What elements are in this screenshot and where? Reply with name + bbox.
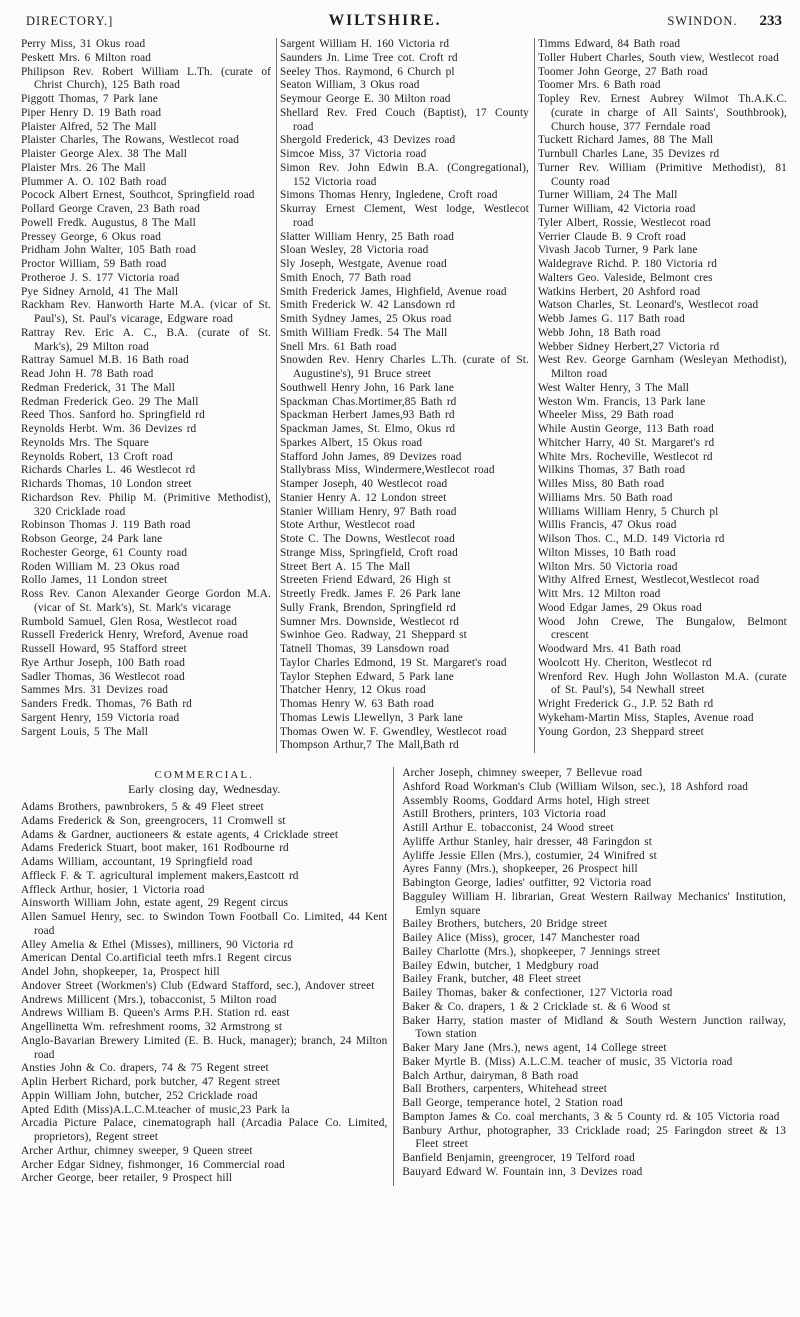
directory-entry: Seeley Thos. Raymond, 6 Church pl [279, 65, 455, 78]
directory-entry: Watson Charles, St. Leonard's, Westlecot road [537, 299, 759, 312]
directory-entry: Alley Amelia & Ethel (Misses), milliners, 90 Victoria rd [21, 938, 294, 951]
directory-entry: Perry Miss, 31 Okus road [21, 38, 146, 50]
directory-entry: Assembly Rooms, Goddard Arms hotel, High street [402, 794, 650, 807]
directory-entry: Streetly Fredk. James F. 26 Park lane [279, 588, 461, 600]
directory-entry: Bailey Thomas, baker & confectioner, 127 Victoria road [402, 987, 673, 999]
directory-entry: Thomas Owen W. F. Gwendley, Westlecot road [279, 725, 507, 738]
directory-entry: Allen Samuel Henry, sec. to Swindon Town Football Co. Limited, 44 Kent road [21, 911, 388, 937]
directory-entry: Topley Rev. Ernest Aubrey Wilmot Th.A.K.C. (curate in charge of All Saints', Southbrook), Church house, 377 Ferndale road [537, 93, 787, 133]
directory-entry: Sully Frank, Brendon, Springfield rd [279, 601, 456, 614]
directory-entry: Read John H. 78 Bath road [21, 368, 154, 380]
directory-entry: Sargent William H. 160 Victoria rd [279, 38, 450, 50]
directory-entry: Weston Wm. Francis, 13 Park lane [537, 395, 706, 408]
directory-entry: Roden William M. 23 Okus road [21, 560, 180, 573]
directory-entry: Turner Rev. William (Primitive Methodist), 81 County road [537, 161, 787, 188]
directory-entry: Plaister Mrs. 26 The Mall [21, 161, 146, 174]
residential-column-2 [276, 38, 534, 753]
directory-entry: Adams William, accountant, 19 Springfield road [21, 856, 253, 868]
directory-entry: Plaister George Alex. 38 The Mall [21, 148, 187, 160]
directory-entry: Southwell Henry John, 16 Park lane [279, 381, 455, 394]
directory-entry: Turner William, 24 The Mall [537, 189, 678, 202]
directory-entry: Plaister Alfred, 52 The Mall [21, 120, 157, 133]
directory-entry: Thomas Lewis Llewellyn, 3 Park lane [279, 711, 463, 724]
directory-entry: Thomas Henry W. 63 Bath road [279, 698, 434, 710]
directory-entry: Rattray Samuel M.B. 16 Bath road [21, 354, 189, 367]
directory-entry: Arcadia Picture Palace, cinematograph hall (Arcadia Palace Co. Limited, proprietors), Regent street [21, 1117, 388, 1143]
directory-entry: Tatnell Thomas, 39 Lansdown road [279, 643, 450, 655]
directory-entry: Pye Sidney Arnold, 41 The Mall [21, 285, 179, 298]
directory-entry: Rye Arthur Joseph, 100 Bath road [21, 656, 185, 669]
directory-entry: Witt Mrs. 12 Milton road [537, 588, 661, 600]
directory-entry: Saunders Jn. Lime Tree cot. Croft rd [279, 51, 458, 64]
directory-entry: Bailey Charlotte (Mrs.), shopkeeper, 7 Jennings street [402, 945, 661, 958]
directory-entry: Reed Thos. Sanford ho. Springfield rd [21, 409, 205, 422]
directory-entry: Wrenford Rev. Hugh John Wollaston M.A. (curate of St. Paul's), 54 Newhall street [537, 670, 787, 697]
directory-entry: Adams Frederick & Son, greengrocers, 11 Cromwell st [21, 814, 286, 827]
directory-entry: Bailey Brothers, butchers, 20 Bridge street [402, 918, 608, 931]
directory-entry: Bailey Alice (Miss), grocer, 147 Manchester road [402, 932, 640, 944]
directory-entry: Reynolds Herbt. Wm. 36 Devizes rd [21, 423, 197, 435]
directory-entry: Taylor Charles Edmond, 19 St. Margaret's road [279, 656, 507, 669]
directory-entry: Astill Brothers, printers, 103 Victoria road [402, 808, 606, 821]
directory-entry: Baker Myrtle B. (Miss) A.L.C.M. teacher of music, 35 Victoria road [402, 1055, 733, 1068]
directory-entry: Ayres Fanny (Mrs.), shopkeeper, 26 Prospect hill [402, 863, 638, 876]
directory-entry: Snowden Rev. Henry Charles L.Th. (curate of St. Augustine's), 91 Bruce street [279, 354, 529, 380]
directory-entry: Balch Arthur, dairyman, 8 Bath road [402, 1069, 579, 1082]
directory-entry: Sloan Wesley, 28 Victoria road [279, 244, 429, 257]
directory-entry: Bampton James & Co. coal merchants, 3 & 5 County rd. & 105 Victoria road [402, 1110, 780, 1123]
directory-entry: Street Bert A. 15 The Mall [279, 560, 411, 573]
directory-entry: Powell Fredk. Augustus, 8 The Mall [21, 216, 196, 229]
directory-entry: Banbury Arthur, photographer, 33 Cricklade road; 25 Faringdon street & 13 Fleet street [402, 1124, 786, 1151]
directory-entry: Archer Edgar Sidney, fishmonger, 16 Commercial road [21, 1158, 285, 1171]
directory-entry: Astill Arthur E. tobacconist, 24 Wood street [402, 822, 614, 834]
directory-entry: Wood John Crewe, The Bungalow, Belmont crescent [537, 615, 787, 642]
directory-entry: Adams & Gardner, auctioneers & estate agents, 4 Cricklade street [21, 828, 339, 841]
directory-entry: Pressey George, 6 Okus road [21, 230, 161, 243]
directory-entry: Pridham John Walter, 105 Bath road [21, 244, 196, 257]
directory-entry: Thompson Arthur,7 The Mall,Bath rd [279, 739, 459, 752]
directory-entry: Waldegrave Richd. P. 180 Victoria rd [537, 258, 717, 270]
directory-entry: Smith Sydney James, 25 Okus road [279, 313, 452, 325]
directory-entry: Plaister Charles, The Rowans, Westlecot road [21, 134, 239, 147]
directory-entry: Timms Edward, 84 Bath road [537, 38, 681, 50]
directory-entry: Reynolds Mrs. The Square [21, 436, 149, 449]
early-closing-note: Early closing day, Wednesday. [128, 782, 281, 796]
directory-entry: Toller Hubert Charles, South view, Westlecot road [537, 51, 779, 64]
directory-entry: Bauyard Edward W. Fountain inn, 3 Devizes road [402, 1165, 643, 1178]
directory-entry: Sadler Thomas, 36 Westlecot road [21, 670, 185, 683]
directory-entry: Wilkins Thomas, 37 Bath road [537, 464, 686, 477]
directory-entry: Pollard George Craven, 23 Bath road [21, 203, 200, 215]
directory-entry: Redman Frederick, 31 The Mall [21, 381, 175, 394]
directory-entry: Simon Rev. John Edwin B.A. (Congregational), 152 Victoria road [279, 161, 529, 188]
directory-entry: Turner William, 42 Victoria road [537, 203, 696, 215]
directory-entry: Slatter William Henry, 25 Bath road [279, 230, 454, 243]
running-head-left: DIRECTORY.] [26, 14, 114, 28]
commercial-listing [18, 767, 792, 1186]
directory-entry: Richards Thomas, 10 London street [21, 478, 192, 490]
running-head-place: SWINDON. [667, 14, 738, 28]
directory-entry: Watkins Herbert, 20 Ashford road [537, 285, 701, 298]
directory-entry: Verrier Claude B. 9 Croft road [537, 230, 686, 243]
directory-entry: Woolcott Hy. Cheriton, Westlecot rd [537, 656, 712, 669]
directory-entry: While Austin George, 113 Bath road [537, 423, 714, 435]
commercial-column-1 [18, 767, 393, 1186]
directory-entry: Skurray Ernest Clement, West lodge, Westlecot road [279, 203, 529, 229]
directory-entry: Stamper Joseph, 40 Westlecot road [279, 478, 448, 490]
directory-entry: Strange Miss, Springfield, Croft road [279, 546, 458, 559]
directory-entry: Ball Brothers, carpenters, Whitehead street [402, 1083, 607, 1096]
directory-entry: Stafford John James, 89 Devizes road [279, 450, 462, 463]
directory-entry: Wilton Misses, 10 Bath road [537, 546, 676, 559]
commercial-column-2 [393, 767, 792, 1186]
directory-entry: Andrews William B. Queen's Arms P.H. Station rd. east [21, 1007, 290, 1020]
directory-entry: Aplin Herbert Richard, pork butcher, 47 Regent street [21, 1076, 281, 1088]
commercial-entries-right [402, 767, 786, 1180]
directory-entry: Affleck F. & T. agricultural implement makers,Eastcott rd [21, 869, 299, 882]
directory-entry: Appin William John, butcher, 252 Cricklade road [21, 1089, 258, 1102]
directory-entry: Smith Enoch, 77 Bath road [279, 271, 412, 284]
directory-entry: Anglo-Bavarian Brewery Limited (E. B. Huck, manager); branch, 24 Milton road [21, 1034, 388, 1061]
commercial-section-title: COMMERCIAL. [154, 769, 254, 781]
directory-entry: Ross Rev. Canon Alexander George Gordon M.A. (vicar of St. Mark's), St. Mark's vicarage [21, 588, 271, 614]
directory-entry: Thatcher Henry, 12 Okus road [279, 684, 426, 697]
directory-entry: Young Gordon, 23 Sheppard street [537, 725, 704, 738]
directory-entry: Sammes Mrs. 31 Devizes road [21, 684, 169, 697]
directory-entry: West Rev. George Garnham (Wesleyan Methodist), Milton road [537, 354, 787, 380]
directory-entry: Stanier William Henry, 97 Bath road [279, 505, 457, 518]
directory-entry: Wheeler Miss, 29 Bath road [537, 409, 674, 422]
directory-entry: Babington George, ladies' outfitter, 92 Victoria road [402, 877, 652, 889]
directory-entry: Protheroe J. S. 177 Victoria road [21, 271, 180, 284]
directory-entry: Rochester George, 61 County road [21, 546, 188, 559]
directory-entry: Baker Harry, station master of Midland & South Western Junction railway, Town station [402, 1014, 786, 1041]
directory-entry: Rollo James, 11 London street [21, 574, 168, 587]
directory-entry: Bagguley William H. librarian, Great Western Railway Mechanics' Institution, Emlyn square [402, 890, 786, 917]
directory-entry: Piggott Thomas, 7 Park lane [21, 93, 158, 105]
directory-entry: Willis Francis, 47 Okus road [537, 519, 677, 532]
directory-entry: Archer George, beer retailer, 9 Prospect hill [21, 1172, 233, 1185]
directory-entry: Spackman Herbert James,93 Bath rd [279, 409, 455, 422]
directory-entry: Sumner Mrs. Downside, Westlecot rd [279, 615, 459, 628]
directory-entry: Smith Frederick W. 42 Lansdown rd [279, 299, 456, 312]
directory-entry: Andrews Millicent (Mrs.), tobacconist, 5 Milton road [21, 993, 277, 1006]
running-head-title: WILTSHIRE. [328, 12, 442, 29]
directory-entry: Shellard Rev. Fred Couch (Baptist), 17 County road [279, 106, 529, 133]
directory-entry: Ball George, temperance hotel, 2 Station road [402, 1097, 623, 1109]
directory-entry: White Mrs. Rocheville, Westlecot rd [537, 450, 713, 463]
residential-column-1 [18, 38, 276, 753]
directory-entry: Withy Alfred Ernest, Westlecot,Westlecot road [537, 574, 760, 587]
directory-entry: Ansties John & Co. drapers, 74 & 75 Regent street [21, 1062, 269, 1075]
directory-entry: Taylor Stephen Edward, 5 Park lane [279, 670, 454, 683]
directory-entry: Robson George, 24 Park lane [21, 533, 163, 545]
directory-entry: Smith Frederick James, Highfield, Avenue road [279, 285, 507, 298]
directory-entry: Williams Mrs. 50 Bath road [537, 491, 673, 504]
directory-entry: Bailey Frank, butcher, 48 Fleet street [402, 973, 582, 986]
directory-entry: Ayliffe Arthur Stanley, hair dresser, 48 Faringdon st [402, 835, 652, 848]
directory-entry: Piper Henry D. 19 Bath road [21, 106, 162, 119]
directory-entry: Tuckett Richard James, 88 The Mall [537, 134, 714, 147]
directory-entry: Stallybrass Miss, Windermere,Westlecot road [279, 464, 495, 477]
directory-entry: Swinhoe Geo. Radway, 21 Sheppard st [279, 629, 467, 642]
directory-entry: Woodward Mrs. 41 Bath road [537, 643, 681, 655]
directory-entry: Philipson Rev. Robert William L.Th. (curate of Christ Church), 125 Bath road [21, 65, 271, 92]
directory-entry: Andel John, shopkeeper, 1a, Prospect hill [21, 966, 220, 978]
directory-entry: Andover Street (Workmen's) Club (Edward Stafford, sec.), Andover street [21, 979, 375, 992]
directory-entry: Adams Brothers, pawnbrokers, 5 & 49 Fleet street [21, 801, 264, 813]
directory-entry: Archer Arthur, chimney sweeper, 9 Queen street [21, 1144, 253, 1157]
directory-entry: Proctor William, 59 Bath road [21, 258, 167, 270]
directory-entry: Baker Mary Jane (Mrs.), news agent, 14 College street [402, 1042, 667, 1054]
directory-entry: Adams Frederick Stuart, boot maker, 161 Rodbourne rd [21, 842, 289, 855]
directory-entry: West Walter Henry, 3 The Mall [537, 381, 690, 394]
directory-entry: Russell Howard, 95 Stafford street [21, 643, 187, 655]
directory-entry: Vivash Jacob Turner, 9 Park lane [537, 244, 698, 257]
directory-entry: Banfield Benjamin, greengrocer, 19 Telford road [402, 1152, 635, 1164]
directory-entry: Robinson Thomas J. 119 Bath road [21, 519, 191, 532]
directory-entry: Toomer Mrs. 6 Bath road [537, 79, 661, 92]
directory-entry: Redman Frederick Geo. 29 The Mall [21, 395, 199, 408]
directory-entry: Archer Joseph, chimney sweeper, 7 Bellevue road [402, 767, 643, 779]
directory-entry: Seymour George E. 30 Milton road [279, 93, 451, 105]
directory-entry: Russell Frederick Henry, Wreford, Avenue road [21, 629, 249, 642]
directory-entry: Affleck Arthur, hosier, 1 Victoria road [21, 883, 205, 896]
directory-entry: Shergold Frederick, 43 Devizes road [279, 134, 456, 147]
directory-entry: Snell Mrs. 61 Bath road [279, 340, 397, 353]
directory-entry: Wright Frederick G., J.P. 52 Bath rd [537, 698, 714, 710]
directory-entry: Richardson Rev. Philip M. (Primitive Methodist), 320 Cricklade road [21, 491, 271, 518]
directory-entry: Rackham Rev. Hanworth Harte M.A. (vicar of St. Paul's), St. Paul's vicarage, Edgware road [21, 299, 271, 325]
commercial-entries-left [21, 801, 387, 1186]
directory-entry: Sargent Louis, 5 The Mall [21, 725, 149, 738]
page-number: 233 [759, 13, 782, 29]
directory-entry: Pocock Albert Ernest, Southcot, Springfield road [21, 189, 255, 202]
directory-entry: Richards Charles L. 46 Westlecot rd [21, 464, 196, 477]
directory-entry: Sanders Fredk. Thomas, 76 Bath rd [21, 698, 192, 710]
directory-entry: Ashford Road Workman's Club (William Wilson, sec.), 18 Ashford road [402, 780, 749, 793]
directory-entry: Stanier Henry A. 12 London street [279, 491, 447, 504]
directory-entry: Rumbold Samuel, Glen Rosa, Westlecot road [21, 615, 237, 628]
directory-entry: Peskett Mrs. 6 Milton road [21, 51, 152, 64]
directory-entry: Toomer John George, 27 Bath road [537, 65, 708, 78]
directory-entry: Smith William Fredk. 54 The Mall [279, 326, 448, 339]
directory-entry: Streeten Friend Edward, 26 High st [279, 574, 451, 587]
directory-entry: American Dental Co.artificial teeth mfrs.1 Regent circus [21, 952, 292, 965]
directory-entry: Webber Sidney Herbert,27 Victoria rd [537, 340, 720, 353]
directory-entry: Angellinetta Wm. refreshment rooms, 32 Armstrong st [21, 1021, 283, 1033]
directory-entry: Webb James G. 117 Bath road [537, 313, 685, 325]
directory-entry: Ayliffe Jessie Ellen (Mrs.), costumier, 24 Winifred st [402, 849, 657, 862]
directory-entry: Sparkes Albert, 15 Okus road [279, 436, 423, 449]
running-head-right [555, 13, 782, 30]
directory-entry: Wilton Mrs. 50 Victoria road [537, 560, 678, 573]
running-head [18, 10, 792, 36]
directory-entry: Ainsworth William John, estate agent, 29 Regent circus [21, 897, 289, 910]
residential-column-3 [534, 38, 792, 753]
directory-entry: Webb John, 18 Bath road [537, 326, 661, 339]
directory-entry: Stote C. The Downs, Westlecot road [279, 533, 455, 545]
directory-entry: Stote Arthur, Westlecot road [279, 519, 415, 532]
directory-entry: Seaton William, 3 Okus road [279, 79, 420, 92]
directory-entry: Simcoe Miss, 37 Victoria road [279, 148, 427, 160]
directory-entry: Bailey Edwin, butcher, 1 Medgbury road [402, 959, 599, 972]
directory-entry: Apted Edith (Miss)A.L.C.M.teacher of music,23 Park la [21, 1103, 290, 1116]
directory-entry: Willes Miss, 80 Bath road [537, 478, 665, 490]
directory-entry: Rattray Rev. Eric A. C., B.A. (curate of St. Mark's), 29 Milton road [21, 326, 271, 353]
directory-entry: Walters Geo. Valeside, Belmont cres [537, 271, 713, 284]
directory-entry: Wilson Thos. C., M.D. 149 Victoria rd [537, 533, 725, 545]
directory-entry: Williams William Henry, 5 Church pl [537, 505, 719, 518]
residential-listing [18, 38, 792, 753]
directory-entry: Sly Joseph, Westgate, Avenue road [279, 258, 447, 270]
directory-entry: Plummer A. O. 102 Bath road [21, 175, 167, 188]
directory-entry: Spackman Chas.Mortimer,85 Bath rd [279, 395, 457, 408]
directory-entry: Sargent Henry, 159 Victoria road [21, 711, 180, 724]
directory-entry: Baker & Co. drapers, 1 & 2 Cricklade st. & 6 Wood st [402, 1000, 671, 1013]
directory-entry: Simons Thomas Henry, Ingledene, Croft road [279, 189, 498, 202]
directory-entry: Reynolds Robert, 13 Croft road [21, 450, 173, 463]
directory-entry: Wykeham-Martin Miss, Staples, Avenue road [537, 711, 754, 724]
directory-entry: Tyler Albert, Rossie, Westlecot road [537, 216, 711, 229]
directory-entry: Whitcher Harry, 40 St. Margaret's rd [537, 436, 715, 449]
directory-entry: Turnbull Charles Lane, 35 Devizes rd [537, 148, 720, 160]
directory-entry: Spackman James, St. Elmo, Okus rd [279, 423, 456, 435]
directory-entry: Wood Edgar James, 29 Okus road [537, 601, 702, 614]
